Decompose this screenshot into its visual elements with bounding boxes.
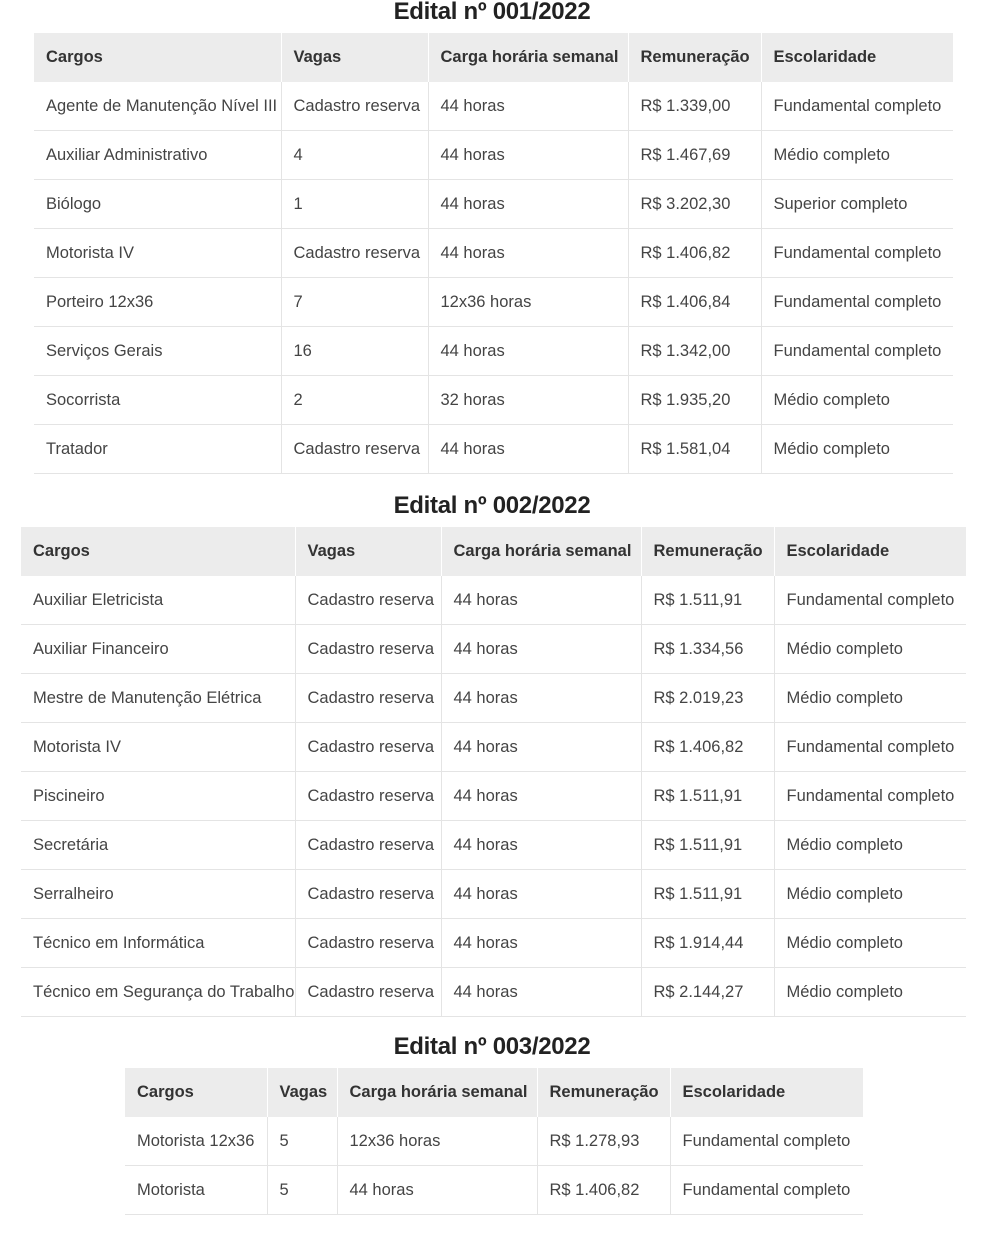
edital-002-table [21,527,966,1017]
remuneracao-header: Remuneração [628,33,761,82]
escolaridade-cell: Médio completo [761,131,953,180]
cargo-cell: Tratador [34,425,281,474]
vagas-cell: Cadastro reserva [295,968,441,1017]
cargo-cell: Técnico em Informática [21,919,295,968]
carga-horaria-cell: 32 horas [428,376,628,425]
vagas-cell: Cadastro reserva [295,576,441,625]
vagas-cell: Cadastro reserva [295,723,441,772]
table-header [34,33,953,82]
edital-003-table [125,1068,863,1215]
escolaridade-cell: Fundamental completo [670,1117,863,1166]
remuneracao-cell: R$ 1.581,04 [628,425,761,474]
table-header [125,1068,863,1117]
table-row [21,870,966,919]
vagas-cell: Cadastro reserva [281,229,428,278]
escolaridade-cell: Fundamental completo [774,576,966,625]
escolaridade-cell: Médio completo [774,968,966,1017]
carga-horaria-cell: 44 horas [441,625,641,674]
vagas-cell: 5 [267,1166,337,1215]
table-row [21,919,966,968]
remuneracao-header: Remuneração [537,1068,670,1117]
carga-horaria-cell: 44 horas [428,425,628,474]
vagas-cell: Cadastro reserva [295,821,441,870]
cargos-header: Cargos [21,527,295,576]
edital-002-title: Edital nº 002/2022 [393,492,591,519]
cargo-cell: Serviços Gerais [34,327,281,376]
remuneracao-cell: R$ 1.511,91 [641,870,774,919]
table-row [21,674,966,723]
table-row [34,376,953,425]
remuneracao-cell: R$ 3.202,30 [628,180,761,229]
remuneracao-cell: R$ 1.406,82 [628,229,761,278]
carga-horaria-cell: 44 horas [428,82,628,131]
escolaridade-cell: Médio completo [774,821,966,870]
table-row [125,1117,863,1166]
remuneracao-cell: R$ 1.914,44 [641,919,774,968]
cargo-cell: Agente de Manutenção Nível III [34,82,281,131]
escolaridade-cell: Médio completo [761,376,953,425]
escolaridade-header: Escolaridade [761,33,953,82]
table-row [34,82,953,131]
carga-horaria-cell: 44 horas [441,968,641,1017]
table-body [125,1117,863,1215]
table-body [21,576,966,1017]
remuneracao-cell: R$ 1.406,82 [537,1166,670,1215]
carga-horaria-header: Carga horária semanal [428,33,628,82]
cargo-cell: Piscineiro [21,772,295,821]
carga-horaria-header: Carga horária semanal [441,527,641,576]
carga-horaria-cell: 44 horas [441,919,641,968]
edital-001-table [34,33,953,474]
cargo-cell: Biólogo [34,180,281,229]
table-row [21,723,966,772]
table-row [34,229,953,278]
remuneracao-cell: R$ 1.511,91 [641,821,774,870]
escolaridade-cell: Fundamental completo [774,772,966,821]
escolaridade-cell: Fundamental completo [761,82,953,131]
table-row [125,1166,863,1215]
table-row [21,576,966,625]
carga-horaria-cell: 44 horas [428,180,628,229]
escolaridade-cell: Fundamental completo [761,278,953,327]
vagas-cell: Cadastro reserva [295,674,441,723]
cargo-cell: Motorista IV [21,723,295,772]
carga-horaria-cell: 44 horas [441,723,641,772]
table-row [34,327,953,376]
escolaridade-cell: Fundamental completo [774,723,966,772]
table-row [21,968,966,1017]
remuneracao-cell: R$ 1.339,00 [628,82,761,131]
carga-horaria-cell: 44 horas [428,327,628,376]
remuneracao-cell: R$ 1.406,82 [641,723,774,772]
header-row [125,1068,863,1117]
escolaridade-cell: Médio completo [774,674,966,723]
vagas-header: Vagas [295,527,441,576]
carga-horaria-cell: 12x36 horas [337,1117,537,1166]
cargo-cell: Auxiliar Financeiro [21,625,295,674]
vagas-cell: Cadastro reserva [281,82,428,131]
table-row [21,625,966,674]
carga-horaria-cell: 44 horas [337,1166,537,1215]
escolaridade-cell: Fundamental completo [670,1166,863,1215]
cargo-cell: Secretária [21,821,295,870]
cargo-cell: Socorrista [34,376,281,425]
cargo-cell: Auxiliar Eletricista [21,576,295,625]
carga-horaria-cell: 44 horas [441,870,641,919]
carga-horaria-cell: 44 horas [428,229,628,278]
cargo-cell: Auxiliar Administrativo [34,131,281,180]
table-row [34,425,953,474]
cargos-header: Cargos [34,33,281,82]
carga-horaria-cell: 44 horas [441,772,641,821]
remuneracao-cell: R$ 2.019,23 [641,674,774,723]
vagas-cell: 4 [281,131,428,180]
remuneracao-cell: R$ 1.935,20 [628,376,761,425]
escolaridade-cell: Médio completo [774,625,966,674]
edital-001-title: Edital nº 001/2022 [393,0,591,25]
escolaridade-cell: Fundamental completo [761,327,953,376]
vagas-cell: Cadastro reserva [281,425,428,474]
header-row [21,527,966,576]
cargo-cell: Motorista IV [34,229,281,278]
remuneracao-cell: R$ 1.511,91 [641,772,774,821]
carga-horaria-header: Carga horária semanal [337,1068,537,1117]
remuneracao-cell: R$ 1.511,91 [641,576,774,625]
remuneracao-cell: R$ 1.334,56 [641,625,774,674]
escolaridade-cell: Médio completo [761,425,953,474]
remuneracao-cell: R$ 1.278,93 [537,1117,670,1166]
table-row [34,180,953,229]
remuneracao-cell: R$ 1.467,69 [628,131,761,180]
escolaridade-header: Escolaridade [670,1068,863,1117]
escolaridade-cell: Superior completo [761,180,953,229]
cargo-cell: Técnico em Segurança do Trabalho [21,968,295,1017]
remuneracao-cell: R$ 1.342,00 [628,327,761,376]
escolaridade-cell: Médio completo [774,870,966,919]
table-row [34,131,953,180]
vagas-header: Vagas [267,1068,337,1117]
escolaridade-header: Escolaridade [774,527,966,576]
cargo-cell: Mestre de Manutenção Elétrica [21,674,295,723]
carga-horaria-cell: 44 horas [428,131,628,180]
vagas-header: Vagas [281,33,428,82]
vagas-cell: Cadastro reserva [295,919,441,968]
vagas-cell: 1 [281,180,428,229]
carga-horaria-cell: 44 horas [441,576,641,625]
table-body [34,82,953,474]
cargos-header: Cargos [125,1068,267,1117]
edital-003-title: Edital nº 003/2022 [393,1033,591,1060]
vagas-cell: 16 [281,327,428,376]
table-header [21,527,966,576]
escolaridade-cell: Fundamental completo [761,229,953,278]
table-row [21,772,966,821]
carga-horaria-cell: 12x36 horas [428,278,628,327]
vagas-cell: Cadastro reserva [295,772,441,821]
header-row [34,33,953,82]
carga-horaria-cell: 44 horas [441,821,641,870]
cargo-cell: Motorista [125,1166,267,1215]
cargo-cell: Porteiro 12x36 [34,278,281,327]
table-row [34,278,953,327]
remuneracao-cell: R$ 2.144,27 [641,968,774,1017]
vagas-cell: Cadastro reserva [295,625,441,674]
vagas-cell: Cadastro reserva [295,870,441,919]
cargo-cell: Serralheiro [21,870,295,919]
vagas-cell: 5 [267,1117,337,1166]
vagas-cell: 7 [281,278,428,327]
remuneracao-header: Remuneração [641,527,774,576]
escolaridade-cell: Médio completo [774,919,966,968]
table-row [21,821,966,870]
vagas-cell: 2 [281,376,428,425]
cargo-cell: Motorista 12x36 [125,1117,267,1166]
carga-horaria-cell: 44 horas [441,674,641,723]
remuneracao-cell: R$ 1.406,84 [628,278,761,327]
